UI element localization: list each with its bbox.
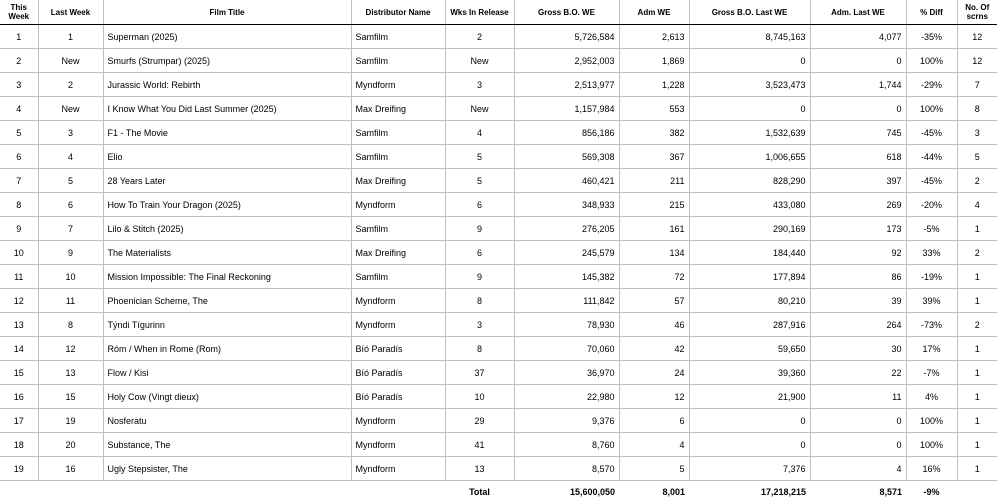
cell-adm: 72 xyxy=(619,265,689,289)
cell-gross-last: 8,745,163 xyxy=(689,25,810,49)
cell-diff: 100% xyxy=(906,433,957,457)
cell-screens: 1 xyxy=(957,337,997,361)
col-header-weeks: Wks In Release xyxy=(445,0,514,25)
cell-diff: -7% xyxy=(906,361,957,385)
cell-this-week: 13 xyxy=(0,313,38,337)
cell-distributor: Samfilm xyxy=(351,145,445,169)
cell-diff: -5% xyxy=(906,217,957,241)
cell-film-title: Jurassic World: Rebirth xyxy=(103,73,351,97)
cell-screens: 2 xyxy=(957,313,997,337)
cell-this-week: 6 xyxy=(0,145,38,169)
cell-diff: -44% xyxy=(906,145,957,169)
cell-screens: 1 xyxy=(957,217,997,241)
table-row xyxy=(0,337,997,361)
cell-diff: -45% xyxy=(906,169,957,193)
cell-adm: 1,228 xyxy=(619,73,689,97)
col-header-last-week: Last Week xyxy=(38,0,103,25)
cell-weeks: 29 xyxy=(445,409,514,433)
cell-gross: 276,205 xyxy=(514,217,619,241)
cell-distributor: Samfilm xyxy=(351,121,445,145)
cell-diff: -73% xyxy=(906,313,957,337)
cell-gross: 145,382 xyxy=(514,265,619,289)
cell-film-title: Flow / Kisi xyxy=(103,361,351,385)
cell-distributor: Myndform xyxy=(351,313,445,337)
table-row xyxy=(0,433,997,457)
cell-adm-last: 0 xyxy=(810,49,906,73)
cell-gross-last: 1,532,639 xyxy=(689,121,810,145)
cell-weeks: 5 xyxy=(445,169,514,193)
cell-screens: 1 xyxy=(957,457,997,481)
cell-diff: 16% xyxy=(906,457,957,481)
cell-film-title: The Materialists xyxy=(103,241,351,265)
cell-film-title: Holy Cow (Vingt dieux) xyxy=(103,385,351,409)
cell-adm-last: 4,077 xyxy=(810,25,906,49)
cell-diff: 17% xyxy=(906,337,957,361)
table-row xyxy=(0,289,997,313)
cell-last-week: 1 xyxy=(38,25,103,49)
cell-weeks: New xyxy=(445,49,514,73)
cell-diff: 100% xyxy=(906,49,957,73)
cell-distributor: Samfilm xyxy=(351,49,445,73)
cell-distributor: Bíó Paradís xyxy=(351,337,445,361)
cell-distributor: Samfilm xyxy=(351,217,445,241)
cell-distributor: Samfilm xyxy=(351,25,445,49)
cell-adm: 382 xyxy=(619,121,689,145)
total-adm: 8,001 xyxy=(619,481,689,503)
cell-gross-last: 184,440 xyxy=(689,241,810,265)
cell-gross: 22,980 xyxy=(514,385,619,409)
cell-adm: 211 xyxy=(619,169,689,193)
cell-gross: 70,060 xyxy=(514,337,619,361)
cell-screens: 1 xyxy=(957,265,997,289)
cell-screens: 1 xyxy=(957,289,997,313)
cell-distributor: Myndform xyxy=(351,289,445,313)
cell-gross-last: 0 xyxy=(689,433,810,457)
col-header-diff: % Diff xyxy=(906,0,957,25)
cell-this-week: 12 xyxy=(0,289,38,313)
cell-film-title: Elio xyxy=(103,145,351,169)
cell-last-week: 12 xyxy=(38,337,103,361)
cell-adm: 1,869 xyxy=(619,49,689,73)
cell-last-week: 5 xyxy=(38,169,103,193)
cell-gross: 9,376 xyxy=(514,409,619,433)
cell-adm: 215 xyxy=(619,193,689,217)
cell-distributor: Myndform xyxy=(351,457,445,481)
cell-adm-last: 745 xyxy=(810,121,906,145)
cell-last-week: 8 xyxy=(38,313,103,337)
cell-weeks: 4 xyxy=(445,121,514,145)
cell-adm: 367 xyxy=(619,145,689,169)
table-row xyxy=(0,169,997,193)
cell-gross: 245,579 xyxy=(514,241,619,265)
cell-weeks: 6 xyxy=(445,193,514,217)
cell-this-week: 1 xyxy=(0,25,38,49)
total-label: Total xyxy=(445,481,514,503)
col-header-screens: No. Of scrns xyxy=(957,0,997,25)
cell-gross: 36,970 xyxy=(514,361,619,385)
cell-film-title: How To Train Your Dragon (2025) xyxy=(103,193,351,217)
cell-adm-last: 0 xyxy=(810,433,906,457)
cell-film-title: F1 - The Movie xyxy=(103,121,351,145)
cell-this-week: 18 xyxy=(0,433,38,457)
cell-screens: 4 xyxy=(957,193,997,217)
cell-last-week: 11 xyxy=(38,289,103,313)
cell-gross: 5,726,584 xyxy=(514,25,619,49)
cell-screens: 5 xyxy=(957,145,997,169)
cell-gross-last: 59,650 xyxy=(689,337,810,361)
table-row xyxy=(0,241,997,265)
cell-weeks: 37 xyxy=(445,361,514,385)
cell-adm: 2,613 xyxy=(619,25,689,49)
cell-adm-last: 86 xyxy=(810,265,906,289)
cell-gross-last: 433,080 xyxy=(689,193,810,217)
cell-gross-last: 80,210 xyxy=(689,289,810,313)
cell-this-week: 17 xyxy=(0,409,38,433)
cell-gross: 111,842 xyxy=(514,289,619,313)
cell-gross-last: 828,290 xyxy=(689,169,810,193)
cell-this-week: 2 xyxy=(0,49,38,73)
cell-last-week: 19 xyxy=(38,409,103,433)
cell-gross: 8,760 xyxy=(514,433,619,457)
cell-film-title: Týndi Tígurinn xyxy=(103,313,351,337)
table-row xyxy=(0,361,997,385)
cell-screens: 1 xyxy=(957,385,997,409)
cell-last-week: New xyxy=(38,97,103,121)
table-row xyxy=(0,73,997,97)
cell-adm-last: 92 xyxy=(810,241,906,265)
table-row xyxy=(0,265,997,289)
cell-last-week: 7 xyxy=(38,217,103,241)
cell-weeks: 8 xyxy=(445,337,514,361)
cell-adm-last: 0 xyxy=(810,97,906,121)
cell-last-week: 13 xyxy=(38,361,103,385)
cell-gross-last: 7,376 xyxy=(689,457,810,481)
cell-adm-last: 264 xyxy=(810,313,906,337)
col-header-adm-last: Adm. Last WE xyxy=(810,0,906,25)
cell-gross: 2,952,003 xyxy=(514,49,619,73)
cell-distributor: Myndform xyxy=(351,409,445,433)
cell-this-week: 11 xyxy=(0,265,38,289)
cell-screens: 3 xyxy=(957,121,997,145)
cell-adm: 57 xyxy=(619,289,689,313)
cell-this-week: 7 xyxy=(0,169,38,193)
cell-diff: -45% xyxy=(906,121,957,145)
col-header-film-title: Film Title xyxy=(103,0,351,25)
cell-distributor: Bíó Paradís xyxy=(351,385,445,409)
cell-film-title: Smurfs (Strumpar) (2025) xyxy=(103,49,351,73)
table-row xyxy=(0,49,997,73)
cell-last-week: 9 xyxy=(38,241,103,265)
cell-last-week: 2 xyxy=(38,73,103,97)
cell-last-week: 10 xyxy=(38,265,103,289)
cell-this-week: 9 xyxy=(0,217,38,241)
cell-gross-last: 0 xyxy=(689,97,810,121)
cell-gross: 460,421 xyxy=(514,169,619,193)
cell-screens: 8 xyxy=(957,97,997,121)
cell-distributor: Samfilm xyxy=(351,265,445,289)
cell-last-week: 6 xyxy=(38,193,103,217)
cell-film-title: I Know What You Did Last Summer (2025) xyxy=(103,97,351,121)
cell-adm: 4 xyxy=(619,433,689,457)
cell-gross-last: 290,169 xyxy=(689,217,810,241)
cell-adm: 6 xyxy=(619,409,689,433)
cell-diff: -29% xyxy=(906,73,957,97)
cell-diff: 4% xyxy=(906,385,957,409)
cell-adm-last: 4 xyxy=(810,457,906,481)
cell-screens: 2 xyxy=(957,241,997,265)
cell-film-title: Lilo & Stitch (2025) xyxy=(103,217,351,241)
cell-distributor: Max Dreifing xyxy=(351,169,445,193)
cell-last-week: 15 xyxy=(38,385,103,409)
cell-gross-last: 0 xyxy=(689,49,810,73)
cell-this-week: 8 xyxy=(0,193,38,217)
cell-gross: 569,308 xyxy=(514,145,619,169)
cell-diff: 100% xyxy=(906,97,957,121)
cell-weeks: 6 xyxy=(445,241,514,265)
cell-weeks: 9 xyxy=(445,217,514,241)
cell-weeks: 5 xyxy=(445,145,514,169)
cell-last-week: 4 xyxy=(38,145,103,169)
cell-film-title: Ugly Stepsister, The xyxy=(103,457,351,481)
cell-gross-last: 1,006,655 xyxy=(689,145,810,169)
cell-adm-last: 397 xyxy=(810,169,906,193)
table-row xyxy=(0,313,997,337)
cell-film-title: Phoenician Scheme, The xyxy=(103,289,351,313)
cell-weeks: 9 xyxy=(445,265,514,289)
cell-film-title: Nosferatu xyxy=(103,409,351,433)
cell-adm: 24 xyxy=(619,361,689,385)
cell-screens: 1 xyxy=(957,433,997,457)
header-row xyxy=(0,0,997,25)
col-header-distributor: Distributor Name xyxy=(351,0,445,25)
col-header-this-week: This Week xyxy=(0,0,38,25)
cell-adm-last: 269 xyxy=(810,193,906,217)
cell-adm-last: 1,744 xyxy=(810,73,906,97)
cell-adm-last: 22 xyxy=(810,361,906,385)
cell-diff: -19% xyxy=(906,265,957,289)
cell-screens: 7 xyxy=(957,73,997,97)
cell-adm: 42 xyxy=(619,337,689,361)
cell-gross-last: 39,360 xyxy=(689,361,810,385)
cell-weeks: New xyxy=(445,97,514,121)
cell-diff: 100% xyxy=(906,409,957,433)
cell-screens: 2 xyxy=(957,169,997,193)
cell-last-week: 3 xyxy=(38,121,103,145)
cell-distributor: Bíó Paradís xyxy=(351,361,445,385)
table-row xyxy=(0,145,997,169)
cell-film-title: Mission Impossible: The Final Reckoning xyxy=(103,265,351,289)
total-diff: -9% xyxy=(906,481,957,503)
cell-gross: 2,513,977 xyxy=(514,73,619,97)
cell-gross-last: 0 xyxy=(689,409,810,433)
cell-adm-last: 0 xyxy=(810,409,906,433)
cell-weeks: 3 xyxy=(445,313,514,337)
total-gross-last: 17,218,215 xyxy=(689,481,810,503)
cell-weeks: 2 xyxy=(445,25,514,49)
table-row xyxy=(0,121,997,145)
cell-adm-last: 618 xyxy=(810,145,906,169)
cell-adm-last: 30 xyxy=(810,337,906,361)
cell-distributor: Myndform xyxy=(351,73,445,97)
cell-screens: 1 xyxy=(957,361,997,385)
table-row xyxy=(0,385,997,409)
table-row xyxy=(0,217,997,241)
cell-weeks: 10 xyxy=(445,385,514,409)
cell-adm: 46 xyxy=(619,313,689,337)
cell-this-week: 5 xyxy=(0,121,38,145)
cell-this-week: 4 xyxy=(0,97,38,121)
cell-film-title: Superman (2025) xyxy=(103,25,351,49)
cell-last-week: New xyxy=(38,49,103,73)
cell-weeks: 3 xyxy=(445,73,514,97)
cell-gross-last: 21,900 xyxy=(689,385,810,409)
cell-adm: 553 xyxy=(619,97,689,121)
cell-film-title: 28 Years Later xyxy=(103,169,351,193)
total-gross: 15,600,050 xyxy=(514,481,619,503)
cell-diff: 39% xyxy=(906,289,957,313)
cell-adm: 5 xyxy=(619,457,689,481)
cell-screens: 1 xyxy=(957,409,997,433)
cell-gross: 1,157,984 xyxy=(514,97,619,121)
cell-diff: -35% xyxy=(906,25,957,49)
cell-adm: 161 xyxy=(619,217,689,241)
total-adm-last: 8,571 xyxy=(810,481,906,503)
cell-adm: 12 xyxy=(619,385,689,409)
cell-distributor: Max Dreifing xyxy=(351,241,445,265)
cell-distributor: Myndform xyxy=(351,193,445,217)
col-header-adm: Adm WE xyxy=(619,0,689,25)
table-row xyxy=(0,25,997,49)
cell-adm-last: 11 xyxy=(810,385,906,409)
cell-gross: 78,930 xyxy=(514,313,619,337)
cell-this-week: 14 xyxy=(0,337,38,361)
cell-diff: -20% xyxy=(906,193,957,217)
cell-film-title: Substance, The xyxy=(103,433,351,457)
cell-distributor: Myndform xyxy=(351,433,445,457)
cell-distributor: Max Dreifing xyxy=(351,97,445,121)
cell-film-title: Róm / When in Rome (Rom) xyxy=(103,337,351,361)
cell-weeks: 41 xyxy=(445,433,514,457)
cell-weeks: 13 xyxy=(445,457,514,481)
cell-gross: 348,933 xyxy=(514,193,619,217)
cell-adm-last: 39 xyxy=(810,289,906,313)
col-header-gross: Gross B.O. WE xyxy=(514,0,619,25)
cell-screens: 12 xyxy=(957,49,997,73)
cell-last-week: 20 xyxy=(38,433,103,457)
cell-diff: 33% xyxy=(906,241,957,265)
cell-screens: 12 xyxy=(957,25,997,49)
cell-this-week: 16 xyxy=(0,385,38,409)
cell-this-week: 3 xyxy=(0,73,38,97)
cell-adm-last: 173 xyxy=(810,217,906,241)
cell-gross: 8,570 xyxy=(514,457,619,481)
cell-this-week: 15 xyxy=(0,361,38,385)
cell-weeks: 8 xyxy=(445,289,514,313)
table-row xyxy=(0,409,997,433)
cell-this-week: 19 xyxy=(0,457,38,481)
cell-gross-last: 3,523,473 xyxy=(689,73,810,97)
table-row xyxy=(0,457,997,481)
cell-gross-last: 177,894 xyxy=(689,265,810,289)
cell-last-week: 16 xyxy=(38,457,103,481)
cell-adm: 134 xyxy=(619,241,689,265)
cell-gross: 856,186 xyxy=(514,121,619,145)
cell-this-week: 10 xyxy=(0,241,38,265)
table-row xyxy=(0,97,997,121)
col-header-gross-last: Gross B.O. Last WE xyxy=(689,0,810,25)
table-row xyxy=(0,193,997,217)
cell-gross-last: 287,916 xyxy=(689,313,810,337)
